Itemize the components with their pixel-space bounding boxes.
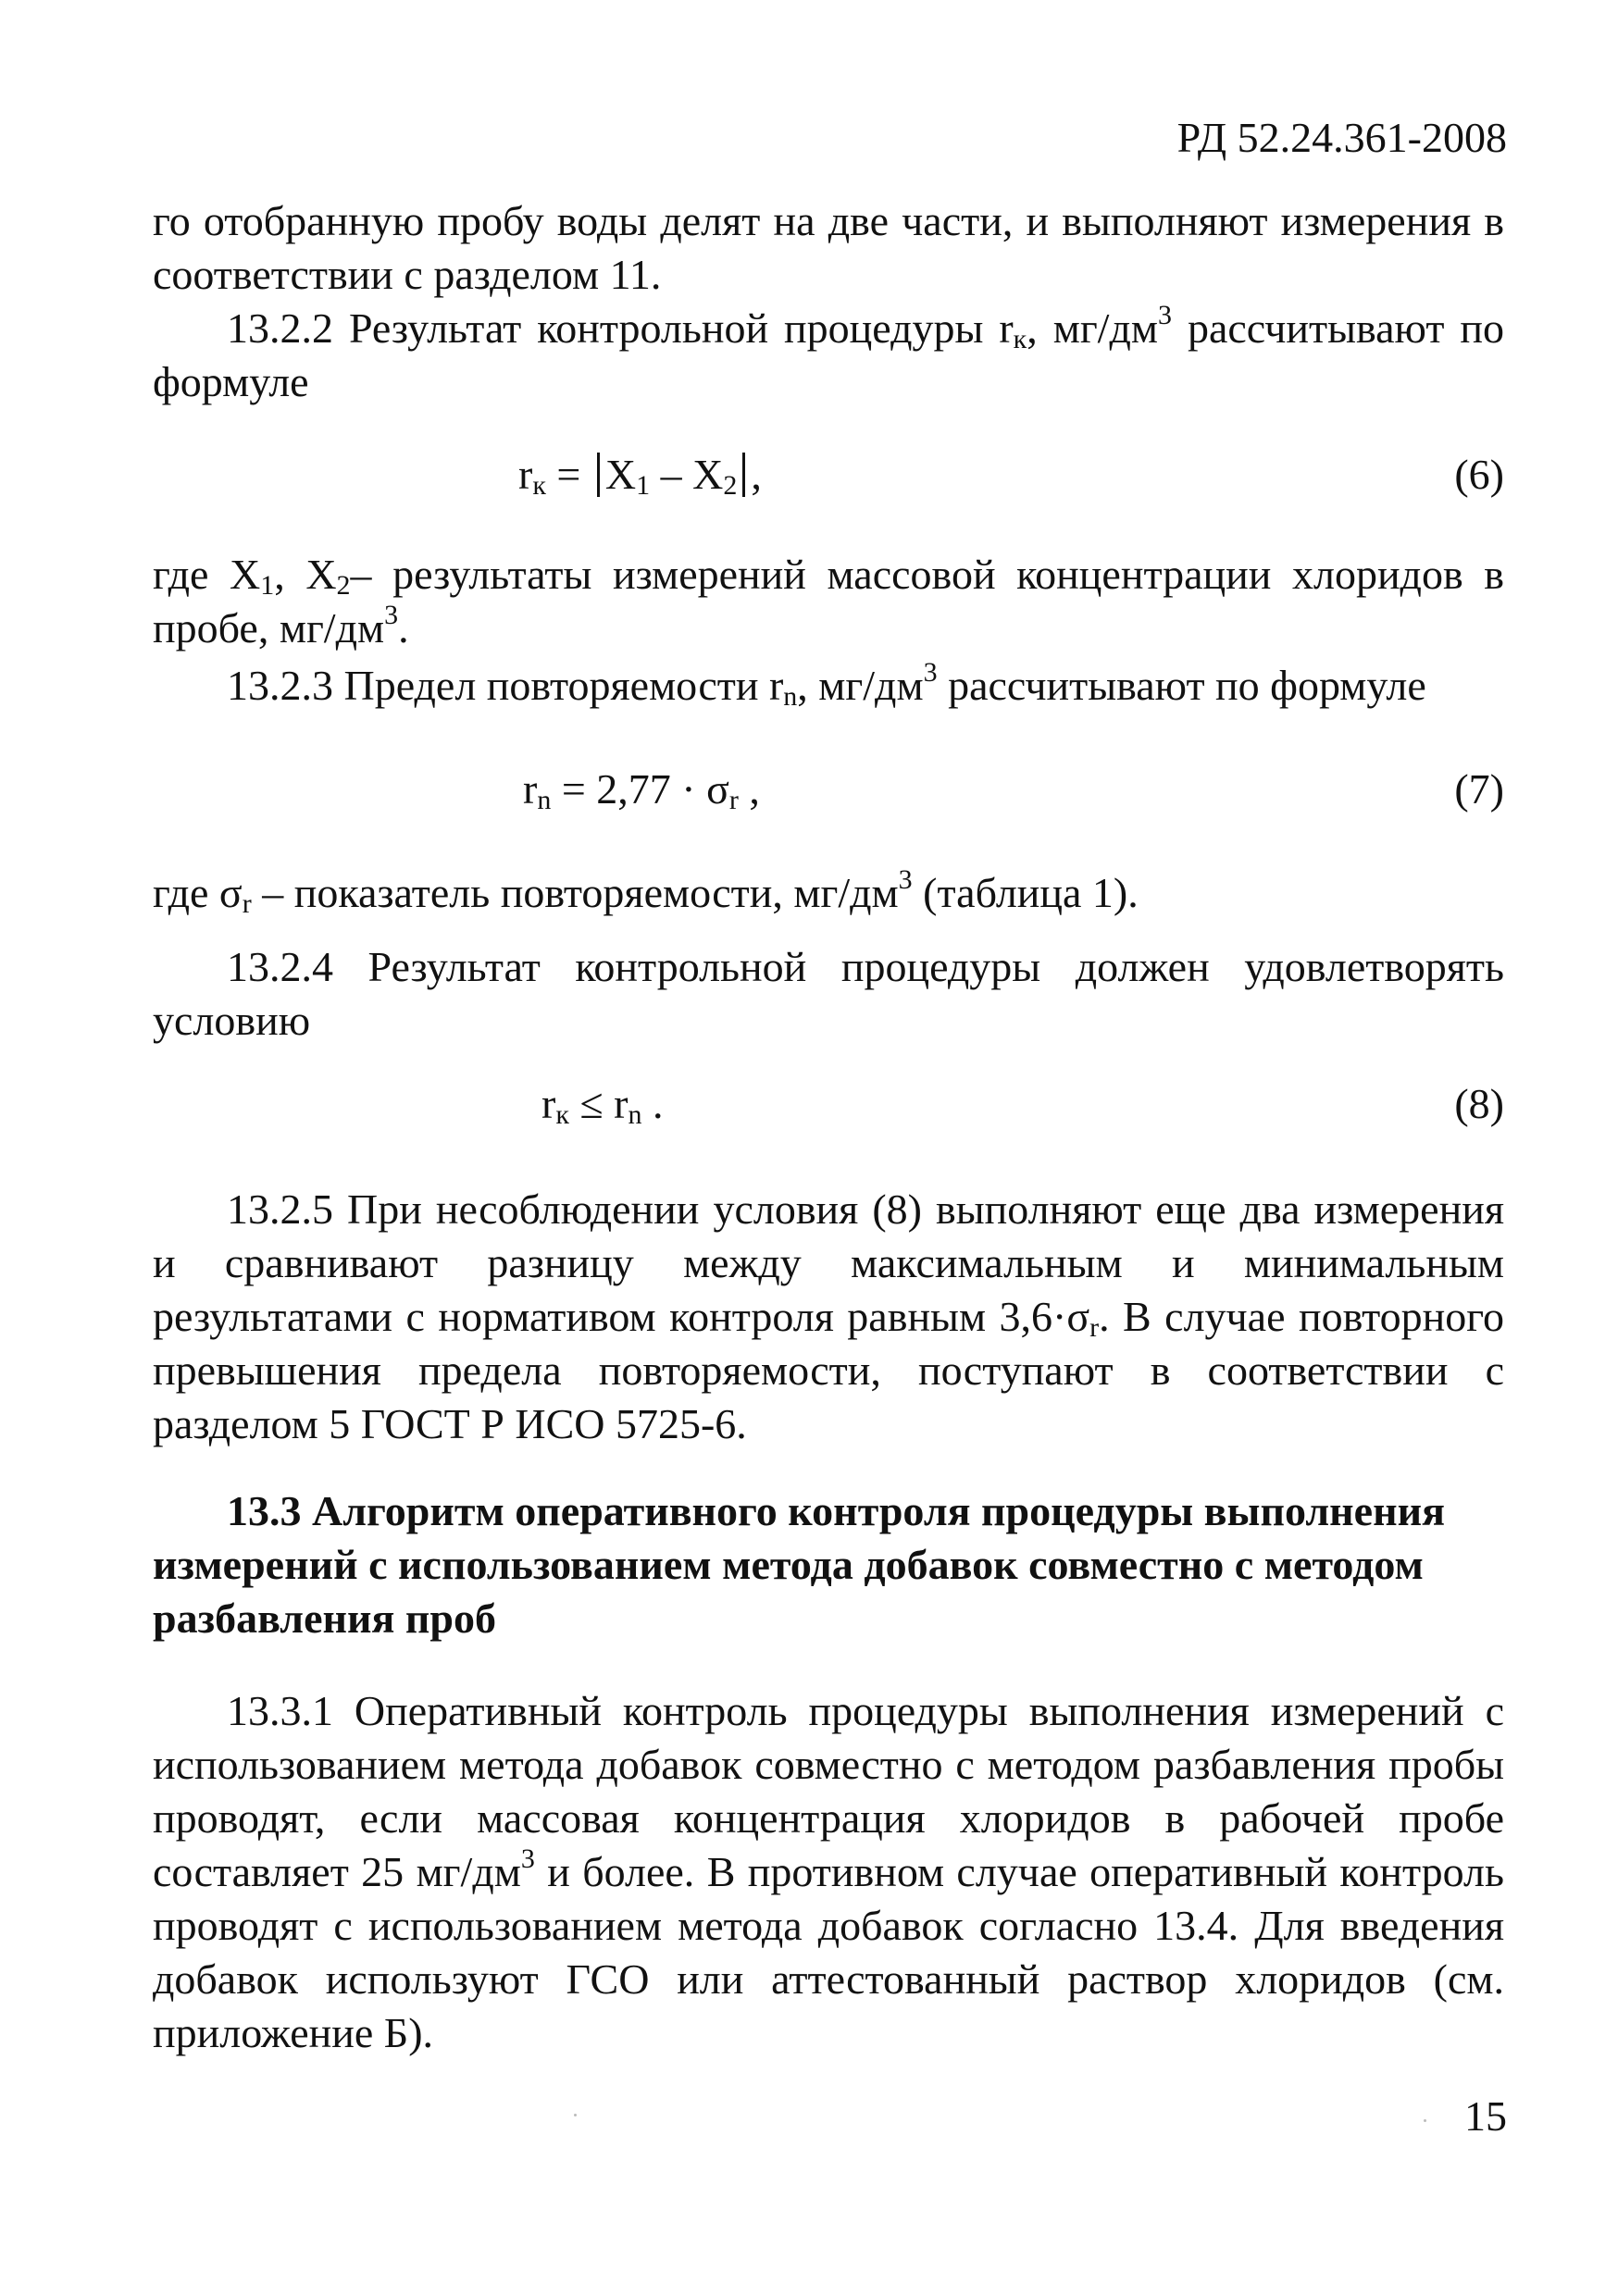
scan-speck — [1424, 2119, 1426, 2122]
abs-bar-right — [742, 453, 745, 497]
scan-speck — [574, 2114, 577, 2116]
formula-7 — [153, 764, 1504, 820]
formula-7-expression: $r_n = 2,77 \cdot \sigma_r$ , — [523, 765, 760, 815]
formula-8 — [153, 1079, 1504, 1135]
formula-6 — [153, 450, 1504, 505]
page-number: 15 — [1464, 2092, 1507, 2140]
equation-number-8: (8) — [1454, 1080, 1504, 1127]
formula-6-expression: $r_к = X_1 - X_2$ , — [518, 451, 762, 501]
document-code: РД 52.24.361-2008 — [1176, 114, 1507, 161]
section-heading-13-3: 13.3 Алгоритм оперативного контроля процедуры выполнения измерений с использованием метода добавок совместно с методом разбавления проб — [153, 1487, 1445, 1642]
paragraph-13-2-3: 13.2.3 Предел повторяемости $r_n$, $мг/дм^3$ рассчитывают по формуле — [227, 657, 1426, 712]
abs-bar-left — [597, 453, 600, 497]
equation-number-6: (6) — [1454, 451, 1504, 498]
formula-8-expression: $r_к \le r_n$ . — [541, 1080, 664, 1130]
paragraph-continuation: го отобранную пробу воды делят на две части, и выполняют измерения в соответствии с разделом 11. — [153, 197, 1504, 298]
equation-number-7: (7) — [1454, 765, 1504, 813]
paragraph-13-2-5: 13.2.5 При несоблюдении условия (8) выполняют еще два измерения и сравнивают разницу между максимальным и минимальным результатами с нормативом контроля равным $3,6\cdot\sigma_r$. В случае повторного превышения предела повторяемости, поступают в соответствии с разделом 5 ГОСТ Р ИСО 5725-6. — [153, 1185, 1504, 1447]
paragraph-where-x: где $X_1$, $X_2-$ результаты измерений массовой концентрации хлоридов в пробе, $мг/дм^3$. — [153, 551, 1504, 652]
paragraph-where-sigma: где $\sigma_r$ – показатель повторяемости, $мг/дм^3$ (таблица 1). — [153, 864, 1139, 919]
paragraph-13-3-1: 13.3.1 Оперативный контроль процедуры выполнения измерений с использованием метода добавок совместно с методом разбавления пробы проводят, если массовая концентрация хлоридов в рабочей пробе составляет 25 $мг/дм^3$ и более. В противном случае оперативный контроль проводят с использованием метода добавок согласно 13.4. Для введения добавок используют ГСО или аттестованный раствор хлоридов (см. приложение Б). — [153, 1687, 1504, 2056]
paragraph-13-2-2: 13.2.2 Результат контрольной процедуры $r_к$, $мг/дм^3$ рассчитывают по формуле — [153, 300, 1504, 405]
paragraph-13-2-4: 13.2.4 Результат контрольной процедуры должен удовлетворять условию — [153, 943, 1504, 1044]
